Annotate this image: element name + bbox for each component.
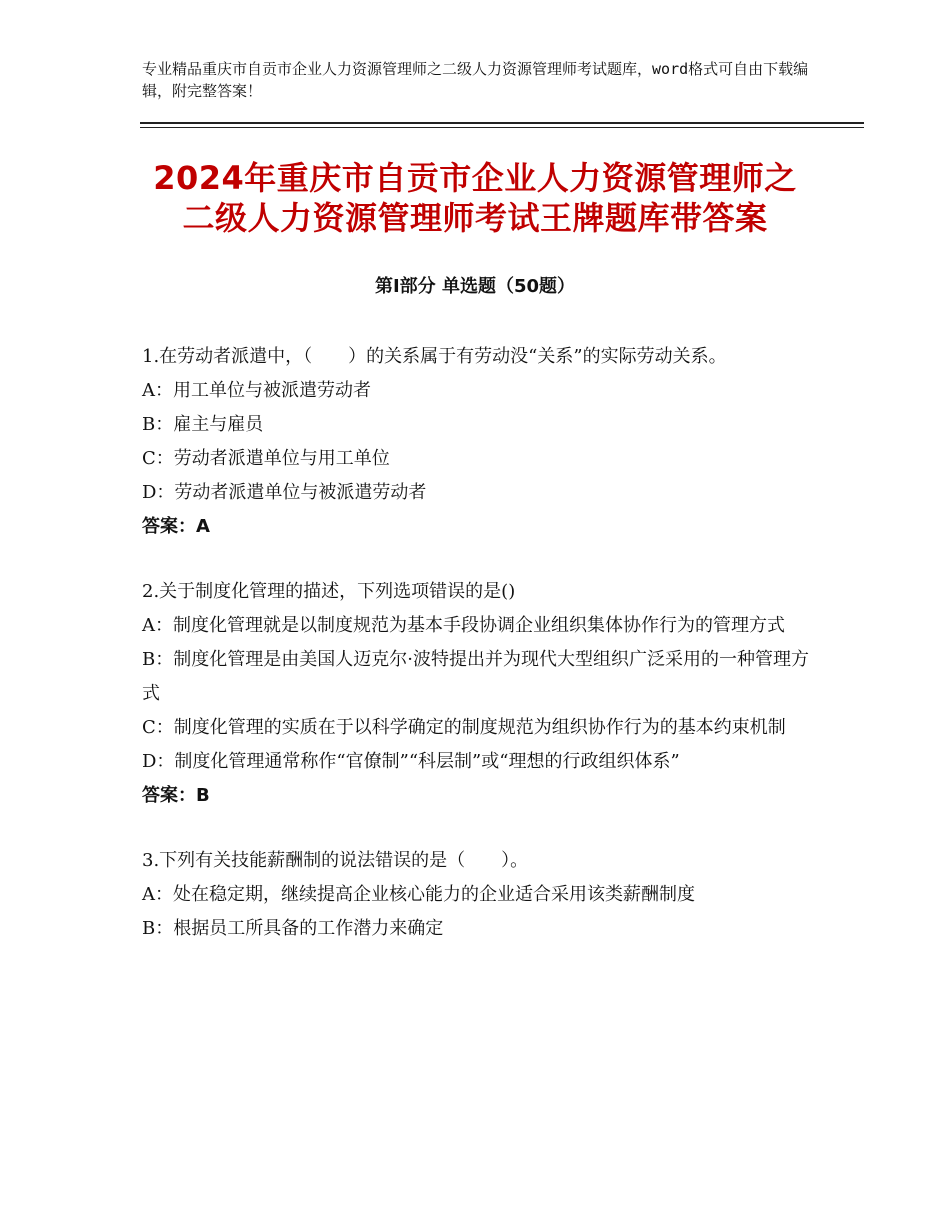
option-c: C：制度化管理的实质在于以科学确定的制度规范为组织协作行为的基本约束机制 <box>142 717 786 738</box>
option-b: B：雇主与雇员 <box>142 414 264 435</box>
question-list <box>142 340 812 977</box>
document-title <box>120 158 830 238</box>
answer: 答案：B <box>142 785 210 806</box>
option-a: A：用工单位与被派遣劳动者 <box>142 380 371 401</box>
header-note: 专业精品重庆市自贡市企业人力资源管理师之二级人力资源管理师考试题库，word格式可自由下载编辑，附完整答案！ <box>142 60 809 100</box>
header-rule-thick <box>140 122 864 124</box>
answer: 答案：A <box>142 516 210 537</box>
title-line-2: 二级人力资源管理师考试王牌题库带答案 <box>182 199 768 237</box>
option-d: D：制度化管理通常称作“官僚制”“科层制”或“理想的行政组织体系” <box>142 751 680 772</box>
question-2 <box>142 575 812 813</box>
option-a: A：处在稳定期，继续提高企业核心能力的企业适合采用该类薪酬制度 <box>142 884 695 905</box>
header-rule-thin <box>140 127 864 128</box>
option-c: C：劳动者派遣单位与用工单位 <box>142 448 390 469</box>
option-b: B：制度化管理是由美国人迈克尔·波特提出并为现代大型组织广泛采用的一种管理方式 <box>142 649 809 704</box>
option-b: B：根据员工所具备的工作潜力来确定 <box>142 918 444 939</box>
option-a: A：制度化管理就是以制度规范为基本手段协调企业组织集体协作行为的管理方式 <box>142 615 785 636</box>
option-d: D：劳动者派遣单位与被派遣劳动者 <box>142 482 427 503</box>
question-1 <box>142 340 812 544</box>
question-stem: 3.下列有关技能薪酬制的说法错误的是（ ）。 <box>142 850 529 871</box>
question-3 <box>142 844 812 946</box>
section-title: 第Ⅰ部分 单选题（50题） <box>374 276 575 297</box>
title-line-1: 2024年重庆市自贡市企业人力资源管理师之 <box>153 159 797 197</box>
question-stem: 1.在劳动者派遣中，（ ）的关系属于有劳动没“关系”的实际劳动关系。 <box>142 346 727 367</box>
question-stem: 2.关于制度化管理的描述，下列选项错误的是() <box>142 581 516 602</box>
